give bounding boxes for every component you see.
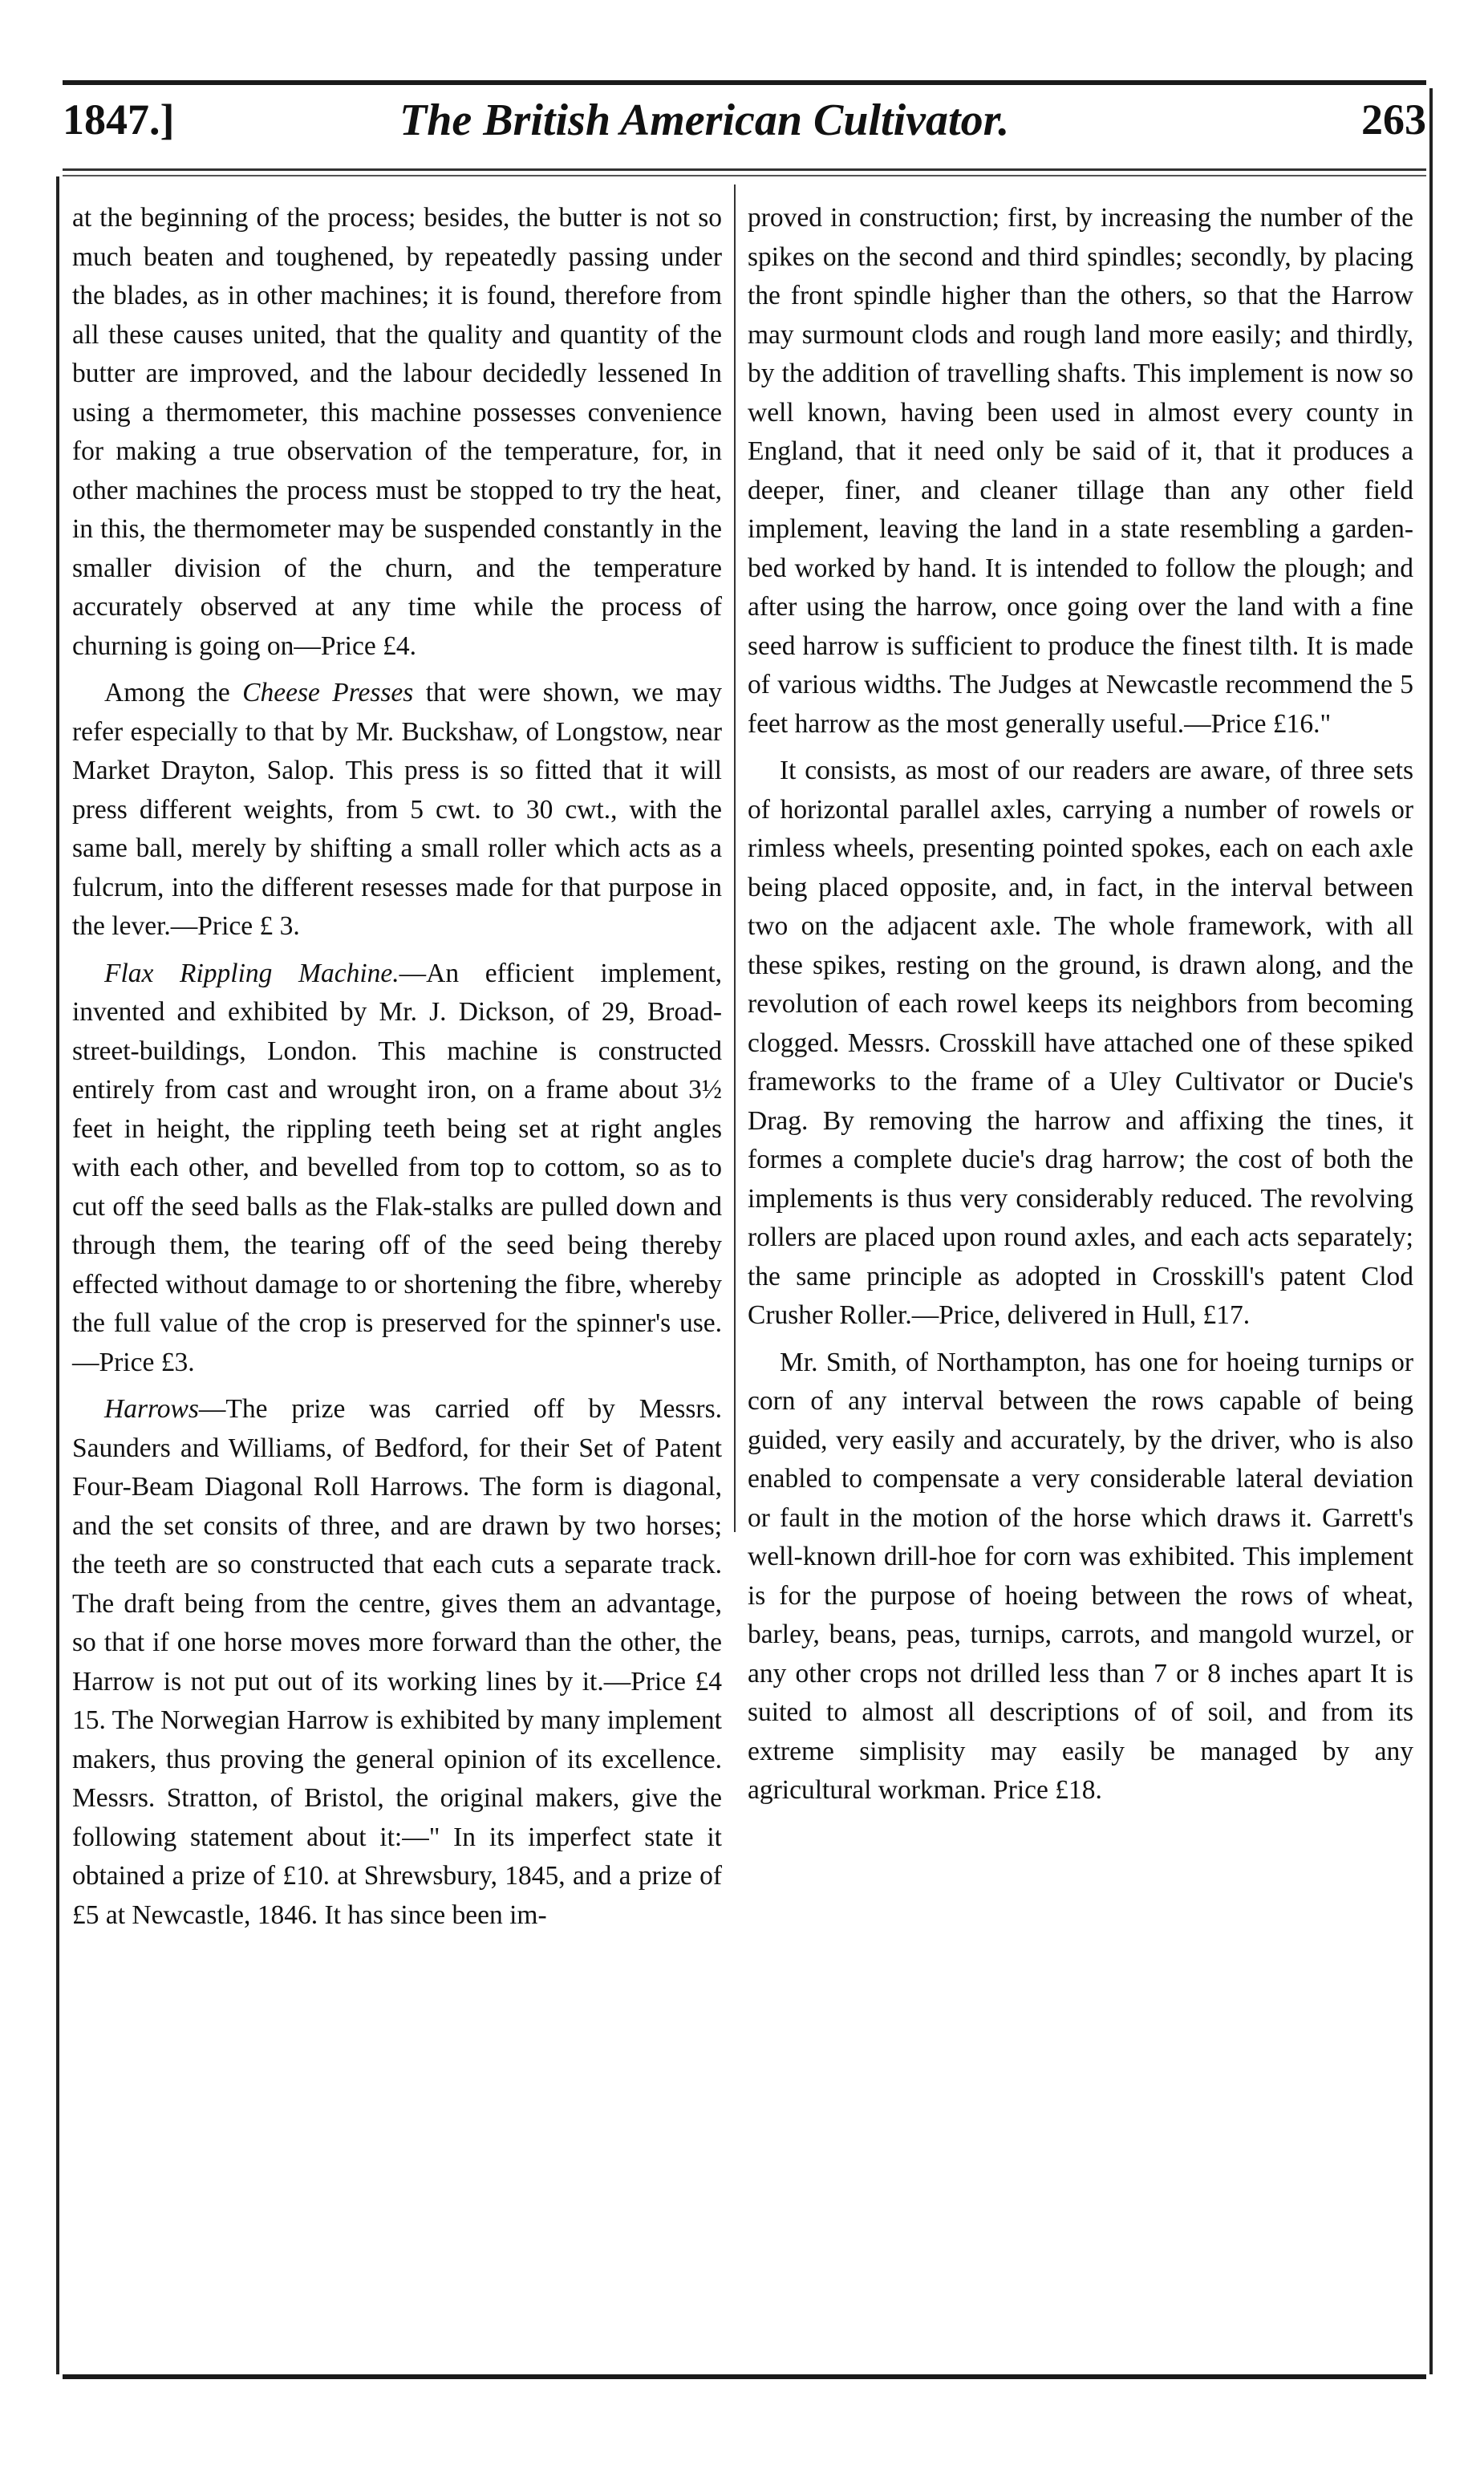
header-title: The British American Cultivator. [399, 95, 1010, 145]
left-column [72, 199, 722, 1935]
paragraph-flax-rippling [72, 955, 722, 1383]
bottom-rule [63, 2374, 1426, 2379]
header-rule [63, 168, 1426, 171]
text-run: —The prize was carried off by Messrs. Saunders and Williams, of Bedford, for their Set of Patent Four-Beam Diagonal Roll Harrows. The form is diagonal, and the set consits of three, and are drawn by two horses; the teeth are so constructed that each cuts a separate track. The draft being from the centre, gives them an advantage, so that if one horse moves more forward than the other, the Harrow is not put out of its working lines by it.—Price £4 15. The Norwegian Harrow is exhibited by many implement makers, thus proving the general opinion of its excellence. Messrs. Stratton, of Bristol, the original makers, give the following statement about it:—" In its imperfect state it obtained a prize of £10. at Shrewsbury, 1845, and a prize of £5 at Newcastle, 1846. It has since been im- [72, 1394, 722, 1930]
subject-heading: Flax Rippling Machine. [104, 958, 399, 988]
text-run: Among the [104, 678, 243, 707]
subject-heading: Harrows [104, 1394, 199, 1424]
right-column [748, 199, 1413, 1810]
text-run: that were shown, we may refer especially to that by Mr. Buckshaw, of Longstow, near Market Drayton, Salop. This press is so fitted that it will press different weights, from 5 cwt. to 30 cwt., with the same ball, merely by shifting a small roller which acts as a fulcrum, into the different resesses made for that purpose in the lever.—Price £ 3. [72, 678, 723, 941]
left-border [56, 176, 59, 2374]
page-number: 263 [1361, 95, 1426, 144]
paragraph: It consists, as most of our readers are aware, of three sets of horizontal parallel axles, carrying a number of rowels or rimless wheels, presenting pointed spokes, each on each axle being placed opposite, and, in fact, in the interval between two on the adjacent axle. The whole framework, with all these spikes, resting on the ground, is drawn along, and the revolution of each rowel keeps its neighbors from becoming clogged. Messrs. Crosskill have attached one of these spiked frameworks to the frame of a Uley Cultivator or Ducie's Drag. By removing the harrow and affixing the tines, it formes a complete ducie's drag harrow; the cost of both the implements is thus very considerably reduced. The revolving rollers are placed upon round axles, and each acts separately; the same principle as adopted in Crosskill's patent Clod Crusher Roller.—Price, delivered in Hull, £17. [748, 756, 1413, 1330]
top-rule [63, 80, 1426, 85]
header-rule-secondary [63, 175, 1426, 176]
paragraph: proved in construction; first, by increasing the number of the spikes on the second and third spindles; secondly, by placing the front spindle higher than the others, so that the Harrow may surmount clods and rough land more easily; and thirdly, by the addition of travelling shafts. This implement is now so well known, having been used in almost every county in England, that it need only be said of it, that it produces a deeper, finer, and cleaner tillage than any other field implement, leaving the land in a state resembling a garden-bed worked by hand. It is intended to follow the plough; and after using the harrow, once going over the land with a fine seed harrow is sufficient to produce the finest tilth. It is made of various widths. The Judges at Newcastle recommend the 5 feet harrow as the most generally useful.—Price £16." [748, 203, 1413, 739]
running-header [63, 95, 1426, 159]
paragraph-cheese-presses [72, 674, 722, 947]
paragraph: Mr. Smith, of Northampton, has one for hoeing turnips or corn of any interval between the rows capable of being guided, very easily and accurately, by the driver, who is also enabled to compensate a very considerable lateral deviation or fault in the motion of the horse which draws it. Garrett's well-known drill-hoe for corn was exhibited. This implement is for the purpose of hoeing between the rows of wheat, barley, beans, peas, turnips, carrots, and mangold wurzel, or any other crops not drilled less than 7 or 8 inches apart It is suited to almost all descriptions of of soil, and from its extreme simplisity may easily be managed by any agricultural workman. Price £18. [748, 1347, 1413, 1805]
right-border [1429, 88, 1433, 2374]
text-run: —An efficient implement, invented and exhibited by Mr. J. Dickson, of 29, Broad-street-buildings, London. This machine is constructed entirely from cast and wrought iron, on a frame about 3½ feet in height, the rippling teeth being set at right angles with each other, and bevelled from top to cottom, so as to cut off the seed balls as the Flak-stalks are pulled down and through them, the tearing off of the seed being thereby effected without damage to or shortening the fibre, whereby the full value of the crop is preserved for the spinner's use.—Price £3. [72, 958, 722, 1377]
paragraph-harrows [72, 1390, 722, 1935]
header-year: 1847.] [63, 95, 175, 144]
subject-heading: Cheese Presses [242, 678, 414, 707]
paragraph: at the beginning of the process; besides, the butter is not so much beaten and toughened, by repeatedly passing under the blades, as in other machines; it is found, therefore from all these causes united, that the quality and quantity of the butter are improved, and the labour decidedly lessened In using a thermometer, this machine possesses convenience for making a true observation of the temperature, for, in other machines the process must be stopped to try the heat, in this, the thermometer may be suspended constantly in the smaller division of the churn, and the temperature accurately observed at any time while the process of churning is going on—Price £4. [72, 203, 722, 661]
column-divider [734, 184, 736, 1532]
